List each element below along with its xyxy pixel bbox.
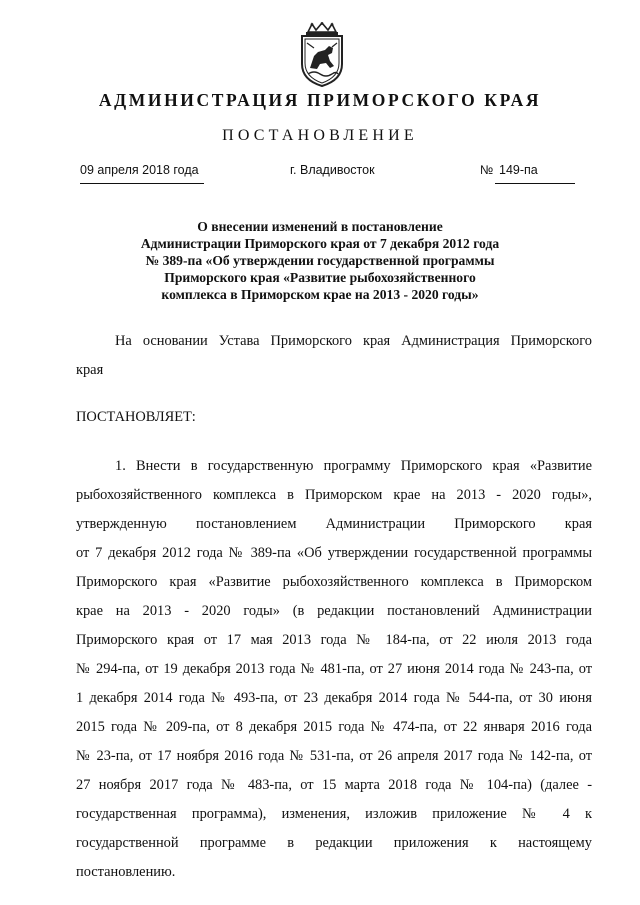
document-city: г. Владивосток bbox=[290, 163, 375, 177]
paragraph-line: крае на 2013 - 2020 годы» (в редакции постановлений Администрации bbox=[76, 603, 592, 619]
paragraph-line: постановлению. bbox=[76, 864, 176, 880]
paragraph-line: 1. Внести в государственную программу Приморского края «Развитие bbox=[115, 458, 592, 474]
paragraph-line: Приморского края от 17 мая 2013 года № 184-па, от 22 июля 2013 года bbox=[76, 632, 592, 648]
paragraph-line: 27 ноября 2017 года № 483-па, от 15 марта 2018 года № 104-па) (далее - bbox=[76, 777, 592, 793]
title-line: комплекса в Приморском крае на 2013 - 2020 годы» bbox=[161, 287, 479, 302]
paragraph-line: рыбохозяйственного комплекса в Приморском крае на 2013 - 2020 годы», bbox=[76, 487, 592, 503]
title-line: Администрации Приморского края от 7 декабря 2012 года bbox=[140, 236, 500, 251]
paragraph-line: государственная программа), изменения, изложив приложение № 4 к bbox=[76, 806, 592, 822]
preamble-line: края bbox=[76, 362, 104, 378]
paragraph-line: 1 декабря 2014 года № 493-па, от 23 декабря 2014 года № 544-па, от 30 июня bbox=[76, 690, 592, 706]
paragraph-line: государственной программе в редакции приложения к настоящему bbox=[76, 835, 592, 851]
document-number: 149-па bbox=[495, 163, 575, 184]
coat-of-arms-icon bbox=[294, 22, 350, 88]
document-title bbox=[100, 218, 540, 303]
organization-name: АДМИНИСТРАЦИЯ ПРИМОРСКОГО КРАЯ bbox=[98, 90, 542, 110]
resolves-heading: ПОСТАНОВЛЯЕТ: bbox=[76, 409, 196, 425]
title-line: О внесении изменений в постановление bbox=[197, 219, 443, 234]
preamble-line: На основании Устава Приморского края Администрация Приморского bbox=[115, 333, 592, 349]
paragraph-line: № 23-па, от 17 ноября 2016 года № 531-па, от 26 апреля 2017 года № 142-па, от bbox=[76, 748, 592, 764]
paragraph-line: от 7 декабря 2012 года № 389-па «Об утверждении государственной программы bbox=[76, 545, 592, 561]
title-line: № 389-па «Об утверждении государственной программы bbox=[145, 253, 495, 268]
document-number-label: № bbox=[480, 163, 494, 177]
document-type: ПОСТАНОВЛЕНИЕ bbox=[222, 127, 418, 144]
paragraph-line: № 294-па, от 19 декабря 2013 года № 481-па, от 27 июня 2014 года № 243-па, от bbox=[76, 661, 592, 677]
paragraph-line: утвержденную постановлением Администрации Приморского края bbox=[76, 516, 592, 532]
document-date: 09 апреля 2018 года bbox=[80, 163, 204, 184]
paragraph-line: Приморского края «Развитие рыбохозяйственного комплекса в Приморском bbox=[76, 574, 592, 590]
title-line: Приморского края «Развитие рыбохозяйственного bbox=[164, 270, 476, 285]
paragraph-line: 2015 года № 209-па, от 8 декабря 2015 года № 474-па, от 22 января 2016 года bbox=[76, 719, 592, 735]
